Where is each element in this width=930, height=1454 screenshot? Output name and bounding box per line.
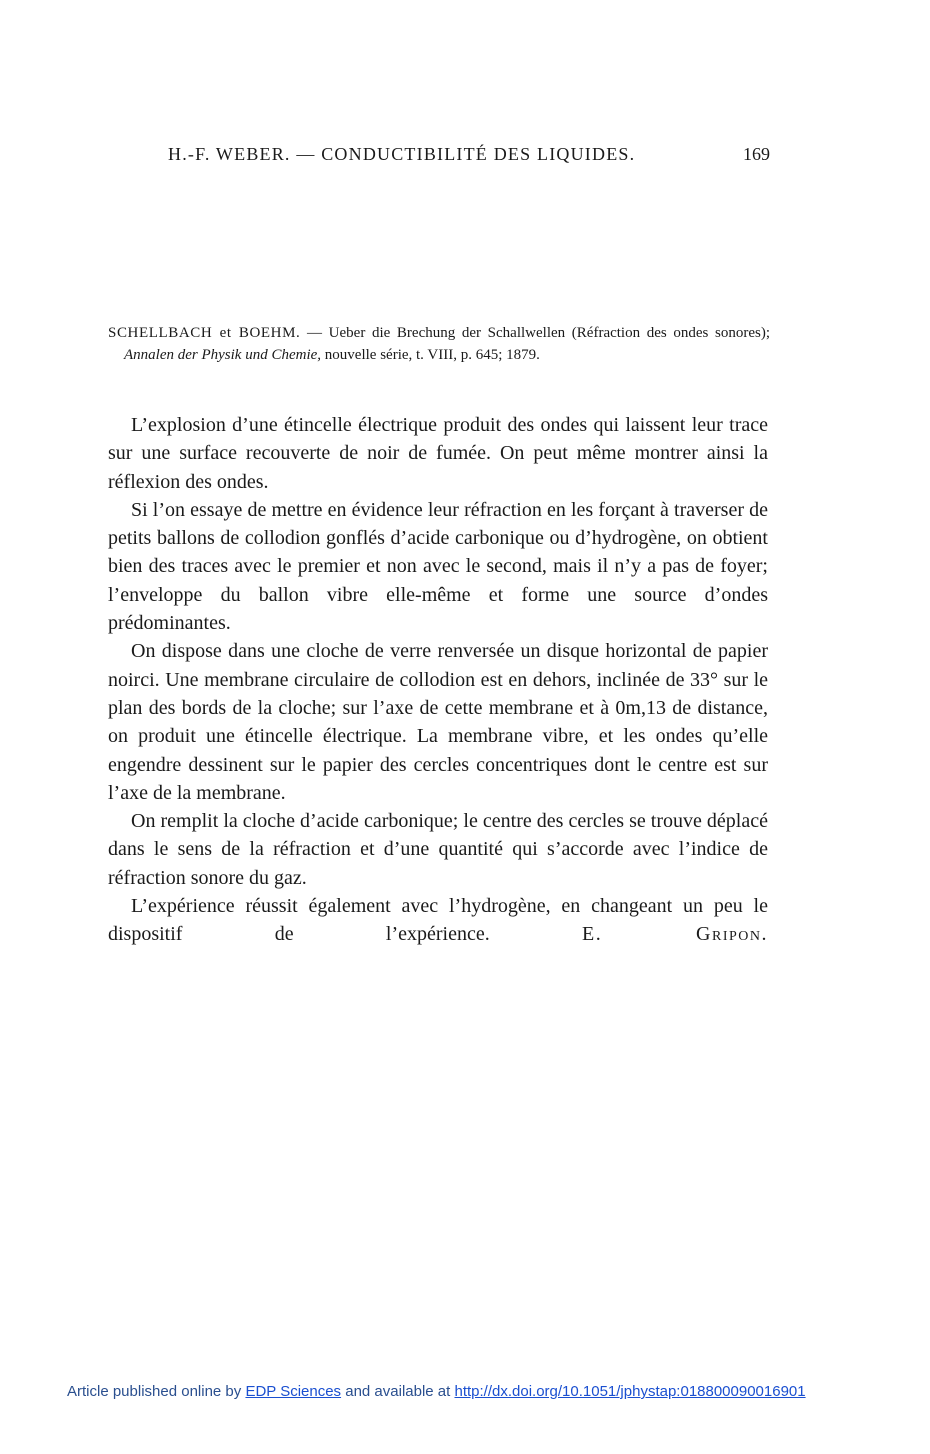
page-number: 169: [743, 144, 770, 164]
publication-footer: [67, 1383, 867, 1400]
article-body: [108, 411, 768, 949]
running-head: [168, 144, 770, 168]
body-paragraph-2: Si l’on essaye de mettre en évidence leur réfraction en les forçant à traverser de petits ballons de collodion gonflés d’acide carbonique ou d’hydrogène, on obtient bien des traces avec le premier et non avec le second, mais il n’y a pas de foyer; l’enveloppe du ballon vibre elle-même et forme une source d’ondes prédominantes.: [108, 498, 768, 635]
last-paragraph-text: L’expérience réussit également avec l’hydrogène, en changeant un peu le dispositif de l’expérience.: [108, 895, 768, 946]
citation-original-title: Ueber die Brechung der Schallwellen (Réfraction des ondes sonores);: [328, 325, 770, 341]
author-signature: E. Gripon.: [582, 923, 768, 946]
footer-middle: and available at: [341, 1383, 455, 1400]
body-paragraph-3: On dispose dans une cloche de verre renversée un disque horizontal de papier noirci. Une membrane circulaire de collodion est en dehors, inclinée de 33° sur le plan des bords de la cloche; sur l’axe de cette membrane et à 0m,13 de distance, on produit une étincelle électrique. La membrane vibre, et les ondes qu’elle engendre dessinent sur le papier des cercles concentriques dont le centre est sur l’axe de la membrane.: [108, 640, 768, 804]
footer-prefix: Article published online by: [67, 1383, 246, 1400]
body-paragraph-4: On remplit la cloche d’acide carbonique; le centre des cercles se trouve déplacé dans le sens de la réfraction et d’une quantité qui s’accorde avec l’indice de réfraction sonore du gaz.: [108, 810, 768, 889]
body-paragraph-5: [108, 892, 768, 949]
doi-link[interactable]: http://dx.doi.org/10.1051/jphystap:018800090016901: [454, 1383, 806, 1400]
citation-details: nouvelle série, t. VIII, p. 645; 1879.: [321, 347, 540, 363]
body-paragraph-1: L’explosion d’une étincelle électrique produit des ondes qui laissent leur trace sur une surface recouverte de noir de fumée. On peut même montrer ainsi la réflexion des ondes.: [108, 414, 768, 493]
citation-authors: SCHELLBACH et BOEHM.: [108, 325, 301, 341]
bibliographic-citation: [108, 322, 770, 366]
running-title: H.-F. WEBER. — CONDUCTIBILITÉ DES LIQUIDES.: [168, 144, 636, 164]
citation-journal: Annalen der Physik und Chemie,: [124, 347, 322, 363]
citation-dash: —: [300, 325, 329, 341]
publisher-link[interactable]: EDP Sciences: [245, 1383, 342, 1400]
